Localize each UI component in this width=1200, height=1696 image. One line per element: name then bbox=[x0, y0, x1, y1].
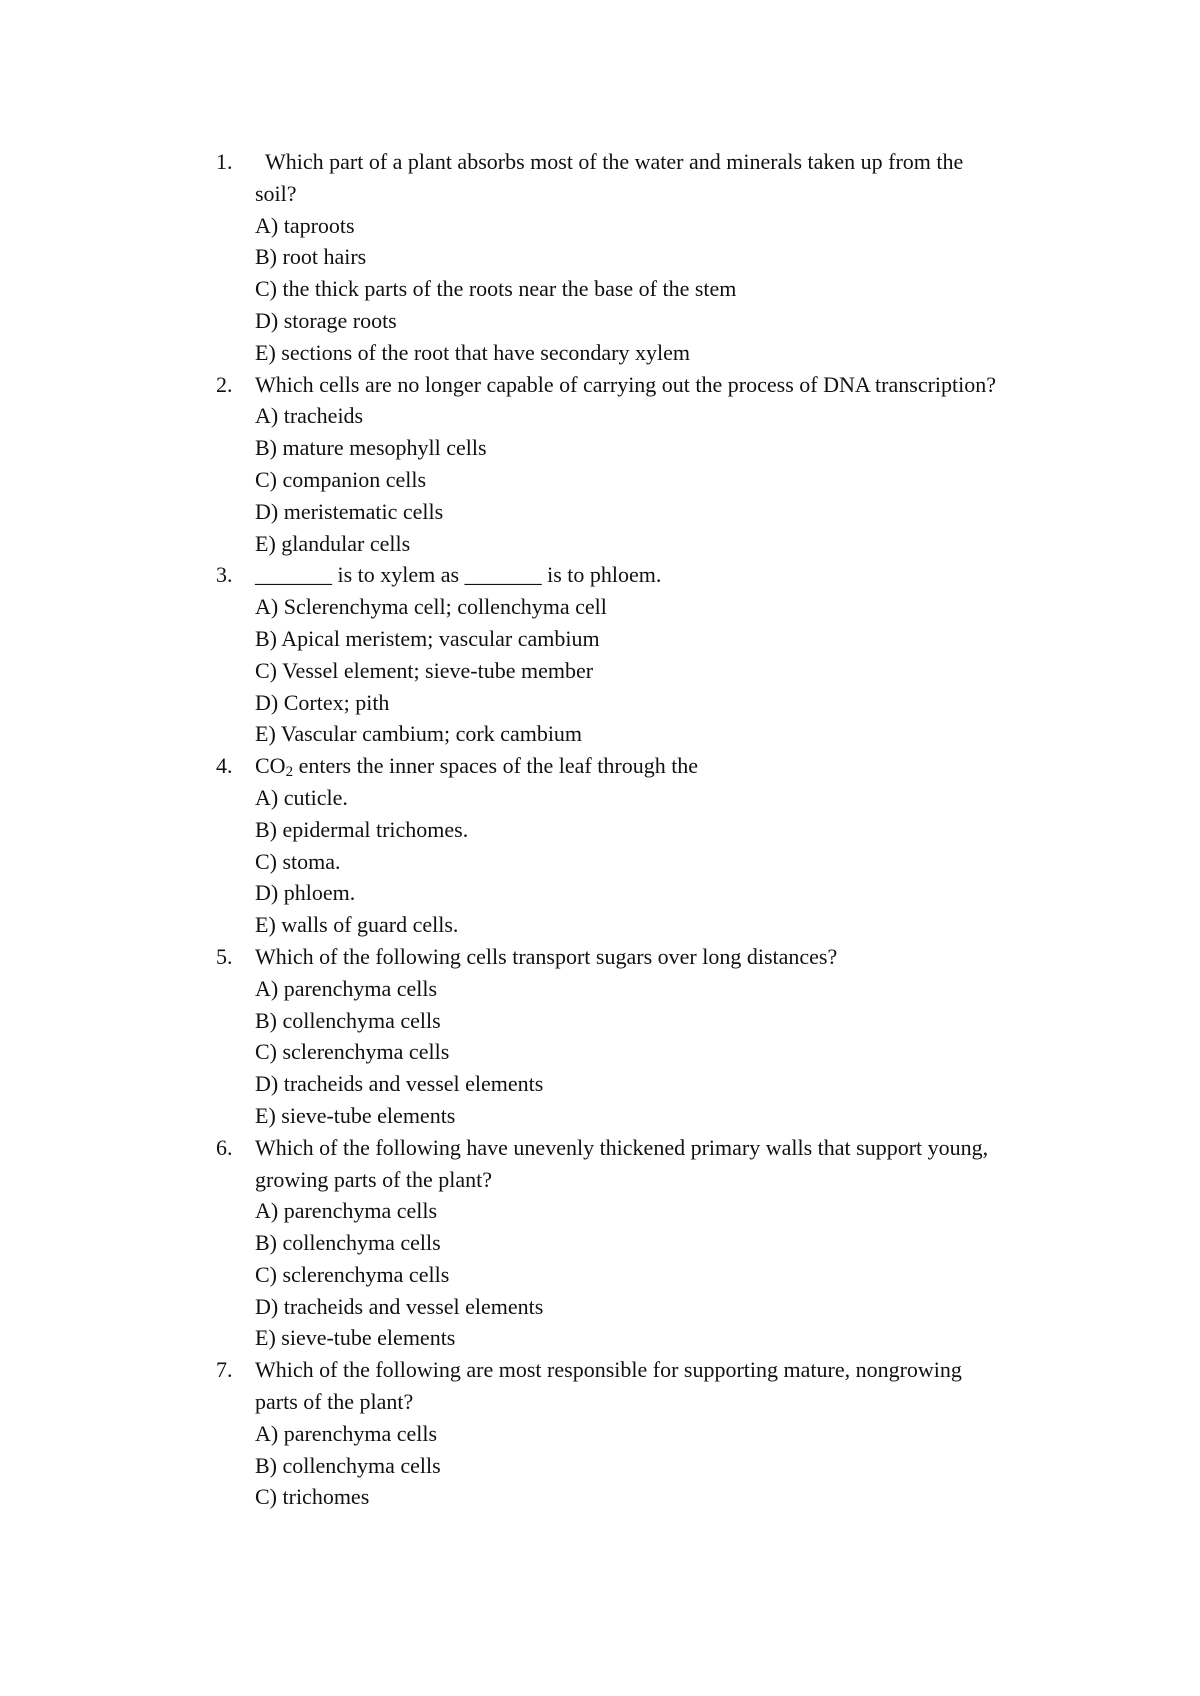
question-text: Which of the following cells transport sugars over long distances? bbox=[255, 943, 838, 969]
question-text: _______ is to xylem as _______ is to phloem. bbox=[255, 562, 662, 588]
question-stem bbox=[0, 369, 1200, 401]
answer-option: A) parenchyma cells bbox=[255, 1198, 438, 1224]
answer-option: E) sieve-tube elements bbox=[255, 1102, 456, 1128]
formula-subscript: 2 bbox=[285, 764, 294, 781]
question-5 bbox=[0, 941, 1200, 1132]
question-stem bbox=[0, 559, 1200, 591]
answer-option: D) Cortex; pith bbox=[255, 689, 390, 715]
answer-option: E) glandular cells bbox=[255, 530, 411, 556]
answer-option: A) Sclerenchyma cell; collenchyma cell bbox=[255, 594, 607, 620]
answer-option: B) Apical meristem; vascular cambium bbox=[255, 625, 600, 651]
question-6 bbox=[0, 1132, 1200, 1355]
question-text: Which of the following have unevenly thickened primary walls that support young, growing parts of the plant? bbox=[255, 1134, 989, 1192]
question-number: 5. bbox=[216, 943, 233, 969]
answer-option: E) sieve-tube elements bbox=[255, 1325, 456, 1351]
answer-option: D) storage roots bbox=[255, 307, 397, 333]
question-stem bbox=[0, 1132, 1200, 1196]
answer-option: A) tracheids bbox=[255, 403, 364, 429]
question-4 bbox=[0, 750, 1200, 941]
question-list bbox=[0, 146, 1200, 1513]
question-7 bbox=[0, 1354, 1200, 1513]
question-number: 6. bbox=[216, 1134, 233, 1160]
answer-option: A) parenchyma cells bbox=[255, 1420, 438, 1446]
answer-option: C) companion cells bbox=[255, 466, 427, 492]
answer-option: E) walls of guard cells. bbox=[255, 912, 459, 938]
answer-option: A) parenchyma cells bbox=[255, 975, 438, 1001]
question-number: 4. bbox=[216, 753, 233, 779]
answer-option: C) trichomes bbox=[255, 1484, 370, 1510]
answer-option: B) epidermal trichomes. bbox=[255, 816, 469, 842]
question-text bbox=[255, 750, 1010, 782]
answer-option: A) taproots bbox=[255, 212, 355, 238]
answer-option: D) tracheids and vessel elements bbox=[255, 1071, 544, 1097]
question-text: Which part of a plant absorbs most of the water and minerals taken up from the soil? bbox=[255, 149, 964, 206]
answer-option: A) cuticle. bbox=[255, 784, 348, 810]
question-text-rest: enters the inner spaces of the leaf through the bbox=[293, 753, 699, 779]
answer-option: E) sections of the root that have secondary xylem bbox=[255, 339, 690, 365]
question-stem bbox=[0, 941, 1200, 973]
question-number: 2. bbox=[216, 371, 233, 397]
question-stem bbox=[0, 146, 1200, 210]
question-2 bbox=[0, 369, 1200, 560]
answer-option: C) Vessel element; sieve-tube member bbox=[255, 657, 594, 683]
answer-option: B) collenchyma cells bbox=[255, 1230, 441, 1256]
question-3 bbox=[0, 559, 1200, 750]
formula-prefix: CO bbox=[255, 753, 286, 779]
answer-option: B) root hairs bbox=[255, 244, 367, 270]
question-number: 3. bbox=[216, 562, 233, 588]
answer-option: D) tracheids and vessel elements bbox=[255, 1293, 544, 1319]
answer-option: E) Vascular cambium; cork cambium bbox=[255, 721, 583, 747]
answer-option: D) meristematic cells bbox=[255, 498, 444, 524]
question-stem bbox=[0, 750, 1200, 782]
question-stem bbox=[0, 1354, 1200, 1418]
answer-option: B) collenchyma cells bbox=[255, 1452, 441, 1478]
question-number: 1. bbox=[216, 149, 233, 174]
answer-option: C) sclerenchyma cells bbox=[255, 1039, 450, 1065]
question-text: Which cells are no longer capable of carrying out the process of DNA transcription? bbox=[255, 371, 997, 397]
answer-option: B) mature mesophyll cells bbox=[255, 435, 487, 461]
answer-option: C) the thick parts of the roots near the base of the stem bbox=[255, 276, 737, 302]
answer-option: B) collenchyma cells bbox=[255, 1007, 441, 1033]
question-1 bbox=[0, 146, 1200, 369]
answer-option: D) phloem. bbox=[255, 880, 356, 906]
answer-option: C) sclerenchyma cells bbox=[255, 1261, 450, 1287]
question-number: 7. bbox=[216, 1357, 233, 1383]
question-text: Which of the following are most responsible for supporting mature, nongrowing parts of the plant? bbox=[255, 1357, 962, 1415]
answer-option: C) stoma. bbox=[255, 848, 341, 874]
